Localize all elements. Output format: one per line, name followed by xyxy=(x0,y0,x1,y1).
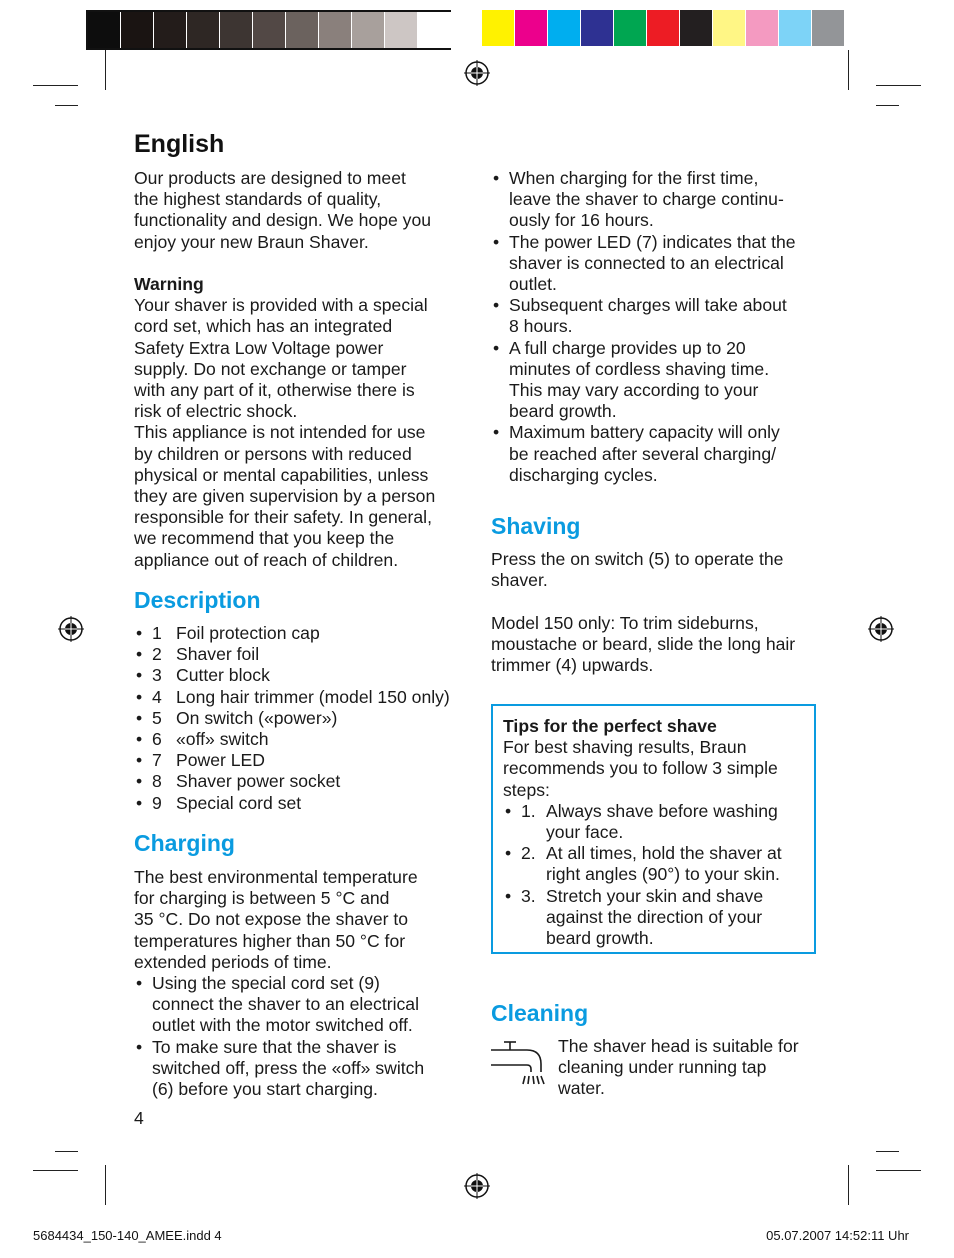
charging-bullets-right xyxy=(491,168,826,486)
list-item: • 7 Power LED xyxy=(134,750,464,771)
color-swatch-6 xyxy=(647,10,680,46)
description-list xyxy=(134,623,464,814)
gray-swatch-2 xyxy=(121,12,154,48)
list-item: • Subsequent charges will take about 8 hours. xyxy=(491,295,826,337)
list-item: • 1 Foil protection cap xyxy=(134,623,464,644)
color-swatch-3 xyxy=(548,10,581,46)
list-item: • 2 Shaver foil xyxy=(134,644,464,665)
list-item: • A full charge provides up to 20 minutes of cordless shaving time. This may vary according to your beard growth. xyxy=(491,338,826,423)
list-item: • The power LED (7) indicates that the shaver is connected to an electrical outlet. xyxy=(491,232,826,296)
list-item: • 2. At all times, hold the shaver at right angles (90°) to your skin. xyxy=(503,843,804,885)
gray-swatch-4 xyxy=(187,12,220,48)
gray-swatch-8 xyxy=(319,12,352,48)
gray-swatch-10 xyxy=(385,12,418,48)
color-swatch-5 xyxy=(614,10,647,46)
cleaning-heading: Cleaning xyxy=(491,1000,589,1026)
charging-heading: Charging xyxy=(134,830,235,856)
color-swatch-9 xyxy=(746,10,779,46)
color-swatch-4 xyxy=(581,10,614,46)
color-swatch-10 xyxy=(779,10,812,46)
grayscale-calibration-bar xyxy=(86,10,451,50)
page-number: 4 xyxy=(134,1108,144,1128)
tips-steps xyxy=(503,801,804,949)
list-item: • 1. Always shave before washing your face. xyxy=(503,801,804,843)
color-calibration-bar xyxy=(482,10,845,46)
warning-section: Warning Your shaver is provided with a special cord set, which has an integrated Safety Extra Low Voltage power supply. Do not exchange or tamper with any part of it, otherwise there is risk of electric shock. This appliance is not intended for use by children or persons with reduced physical or mental capabilities, unless they are given supervision by a person responsible for their safety. In general, we recommend that you keep the appliance out of reach of children. xyxy=(134,274,464,571)
shaving-paragraph: Press the on switch (5) to operate the shaver. Model 150 only: To trim sideburns, moustache or beard, slide the long hair trimmer (4) upwards. xyxy=(491,549,796,676)
list-item: • To make sure that the shaver is switched off, press the «off» switch (6) before you start charging. xyxy=(134,1037,464,1101)
gray-swatch-11 xyxy=(418,12,451,48)
list-item: • 5 On switch («power») xyxy=(134,708,464,729)
list-item: • Using the special cord set (9) connect the shaver to an electrical outlet with the motor switched off. xyxy=(134,973,464,1037)
color-swatch-2 xyxy=(515,10,548,46)
list-item: • 9 Special cord set xyxy=(134,793,464,814)
registration-mark-top-icon xyxy=(464,60,490,86)
registration-mark-right-icon xyxy=(868,616,894,642)
gray-swatch-7 xyxy=(286,12,319,48)
gray-swatch-5 xyxy=(220,12,253,48)
list-item: • 3. Stretch your skin and shave against the direction of your beard growth. xyxy=(503,886,804,950)
shaving-heading: Shaving xyxy=(491,513,581,539)
registration-mark-left-icon xyxy=(58,616,84,642)
color-swatch-1 xyxy=(482,10,515,46)
color-swatch-7 xyxy=(680,10,713,46)
list-item: • 6 «off» switch xyxy=(134,729,464,750)
footer-timestamp: 05.07.2007 14:52:11 Uhr xyxy=(766,1228,909,1243)
warning-title: Warning xyxy=(134,274,204,294)
list-item: • When charging for the first time, leave the shaver to charge continu- ously for 16 hours. xyxy=(491,168,826,232)
registration-mark-bottom-icon xyxy=(464,1173,490,1199)
color-swatch-8 xyxy=(713,10,746,46)
list-item: • 3 Cutter block xyxy=(134,665,464,686)
language-heading: English xyxy=(134,130,225,158)
gray-swatch-3 xyxy=(154,12,187,48)
list-item: • Maximum battery capacity will only be reached after several charging/ discharging cycles. xyxy=(491,422,826,486)
charging-paragraph: The best environmental temperature for charging is between 5 °C and 35 °C. Do not expose the shaver to temperatures higher than 50 °C for extended periods of time. xyxy=(134,867,418,972)
footer-file-info: 5684434_150-140_AMEE.indd 4 xyxy=(33,1228,222,1243)
gray-swatch-9 xyxy=(352,12,385,48)
intro-paragraph: Our products are designed to meet the highest standards of quality, functionality and design. We hope you enjoy your new Braun Shaver. xyxy=(134,168,432,252)
color-swatch-11 xyxy=(812,10,845,46)
description-heading: Description xyxy=(134,587,261,613)
cleaning-paragraph: The shaver head is suitable for cleaning under running tap water. xyxy=(558,1036,799,1099)
list-item: • 4 Long hair trimmer (model 150 only) xyxy=(134,687,464,708)
tips-title: Tips for the perfect shave xyxy=(503,716,717,736)
charging-bullets-left xyxy=(134,973,464,1100)
list-item: • 8 Shaver power socket xyxy=(134,771,464,792)
tap-water-icon xyxy=(489,1038,549,1090)
gray-swatch-6 xyxy=(253,12,286,48)
tips-box: Tips for the perfect shave For best shaving results, Braun recommends you to follow 3 simple steps: • 1. Always shave before washing your face. • 2. At all times, hold the shaver at right angles (90°) to your skin. • 3. Stretch your skin and shave against the direction of your beard growth. xyxy=(491,704,816,954)
gray-swatch-1 xyxy=(88,12,121,48)
